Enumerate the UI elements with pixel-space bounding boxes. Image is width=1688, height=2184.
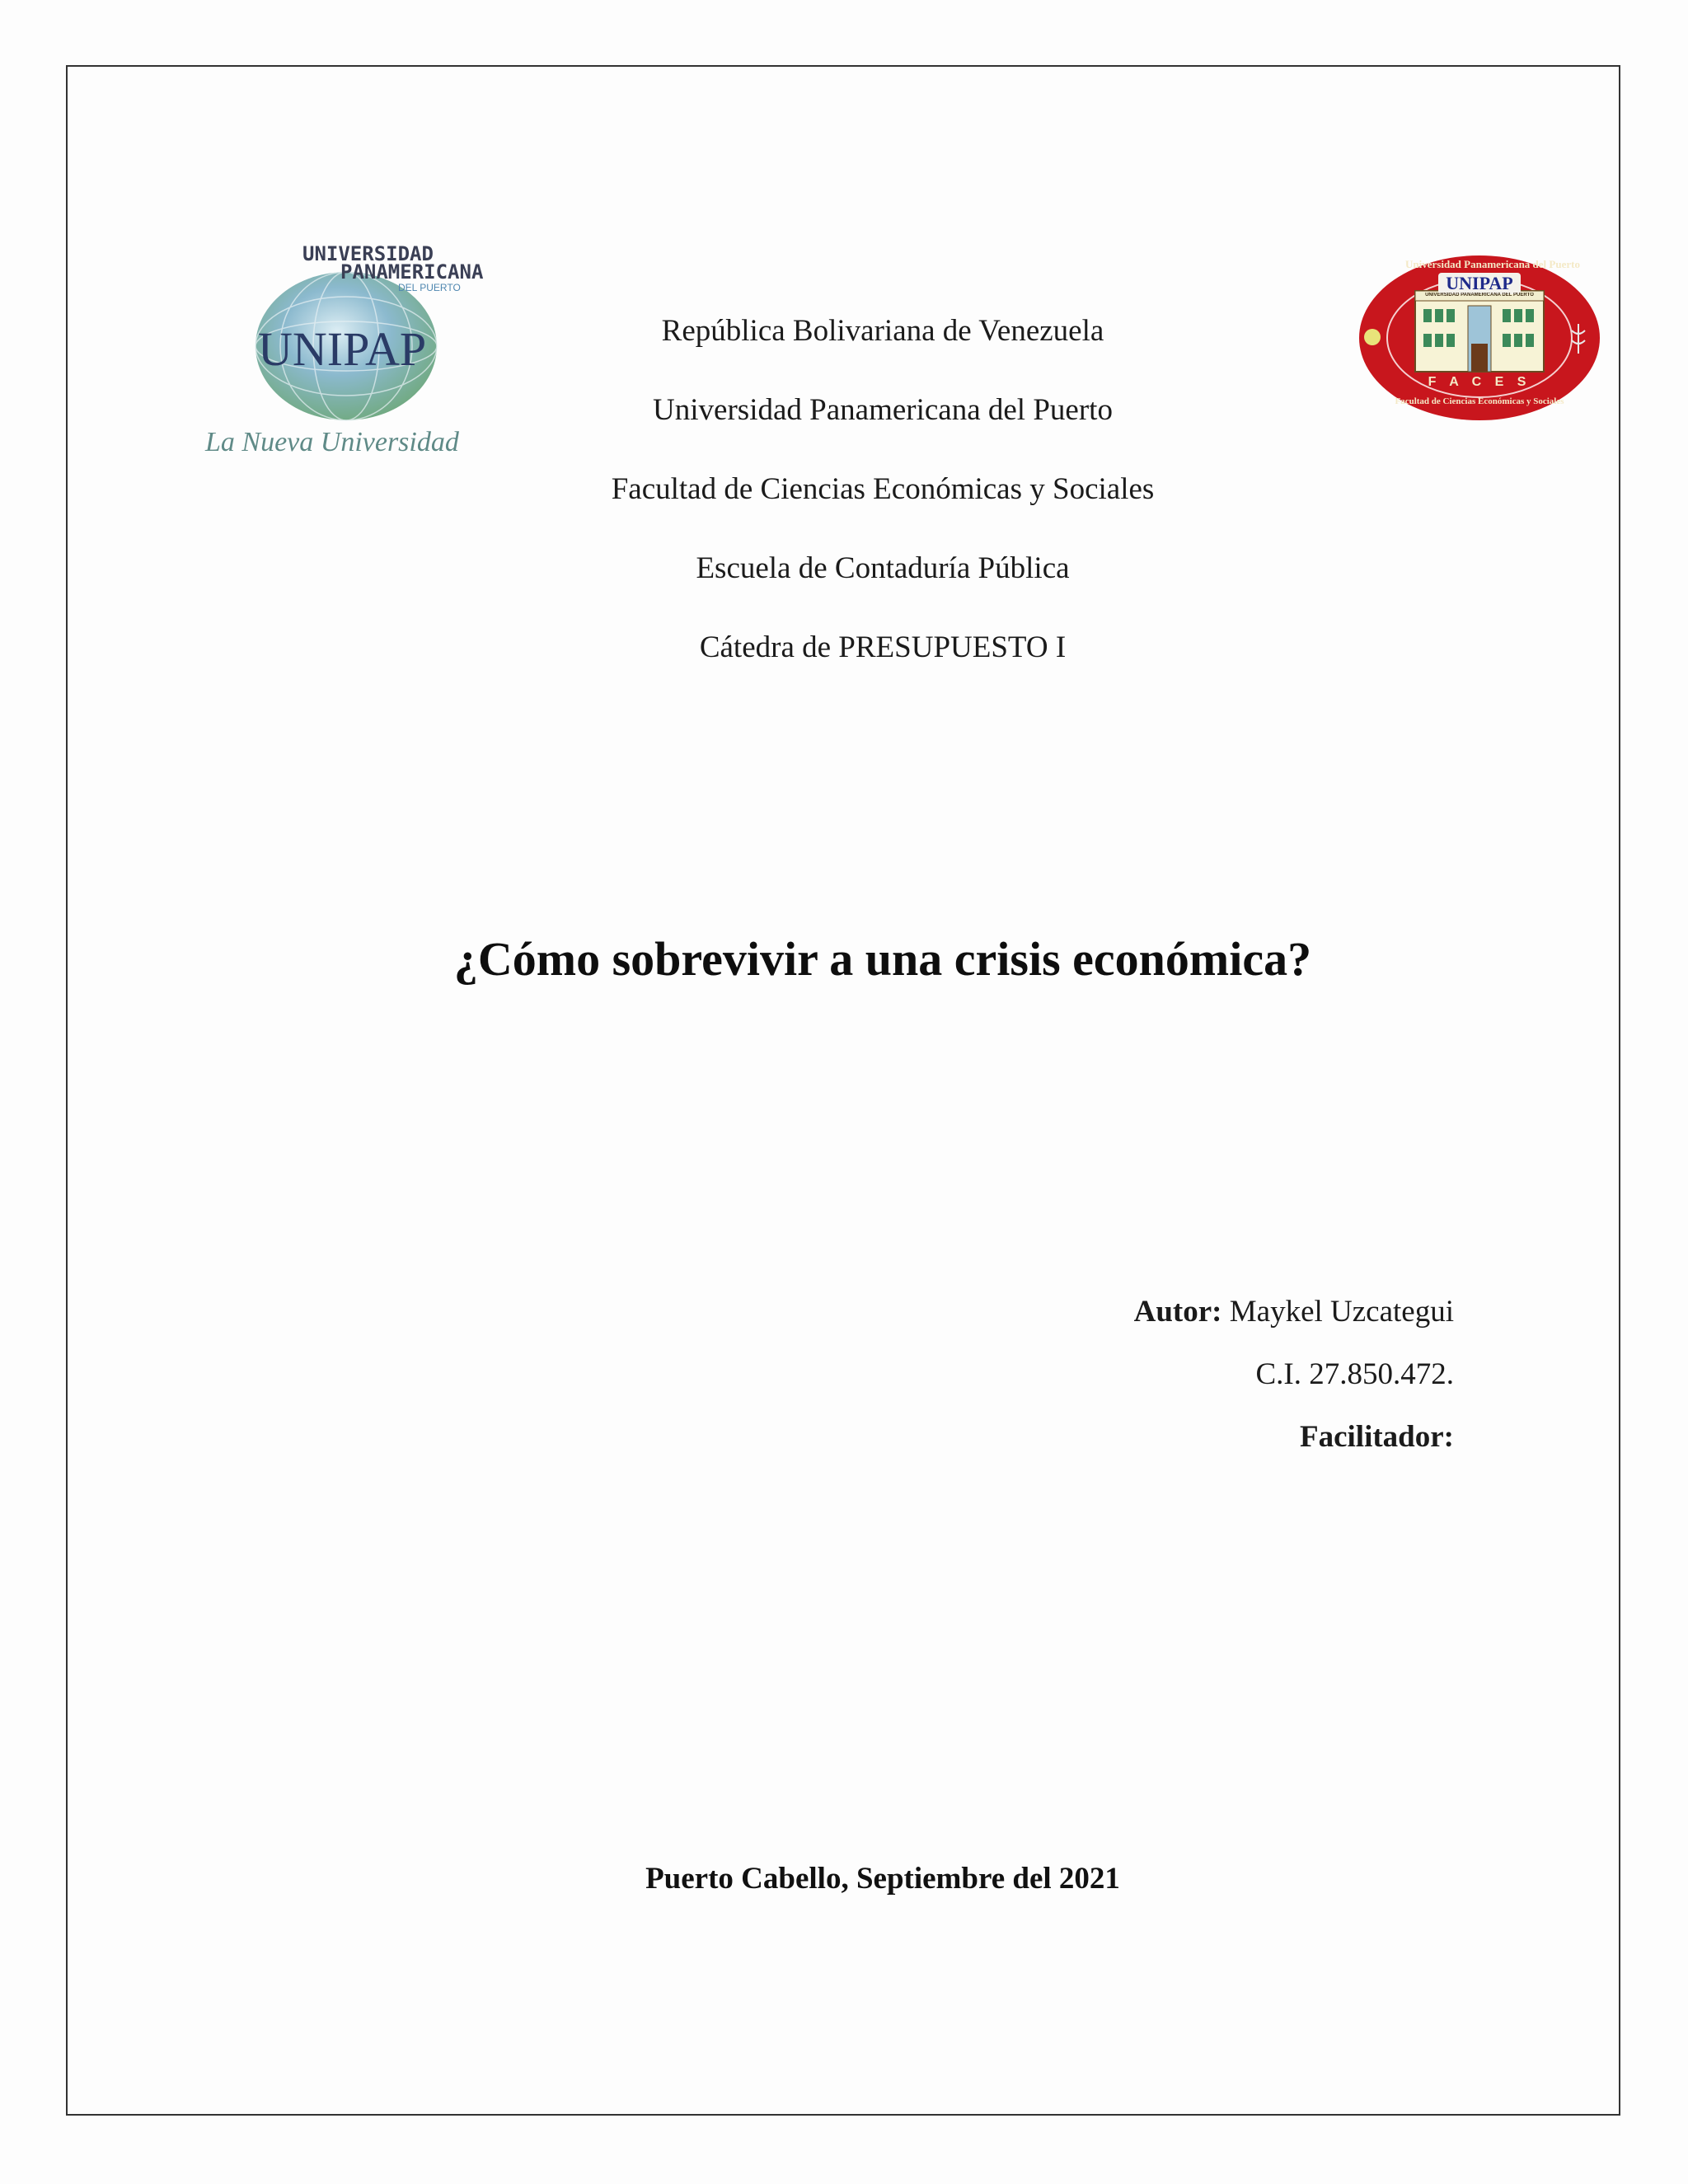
author-name: Maykel Uzcategui — [1229, 1295, 1454, 1329]
logo-emblem: UNIPAP — [258, 322, 427, 376]
author-ci: C.I. 27.850.472. — [1255, 1357, 1454, 1391]
logo-line3: DEL PUERTO — [398, 282, 461, 293]
seal-ring-bottom: Facultad de Ciencias Económicas y Sociales — [1395, 396, 1564, 406]
document-title: ¿Cómo sobrevivir a una crisis económica? — [453, 932, 1312, 986]
logo-line1: UNIVERSIDAD — [302, 242, 434, 265]
unipap-logo — [202, 239, 515, 470]
header-school: Escuela de Contaduría Pública — [696, 551, 1070, 585]
seal-ring-top: Universidad Panamericana del Puerto — [1405, 258, 1580, 270]
header-university: Universidad Panamericana del Puerto — [653, 393, 1113, 427]
header-republic: República Bolivariana de Venezuela — [661, 314, 1104, 348]
facilitator-label: Facilitador: — [1299, 1420, 1454, 1454]
seal-badge: UNIPAP — [1438, 273, 1521, 294]
author-line — [1134, 1294, 1454, 1329]
header-faculty: Facultad de Ciencias Económicas y Sociales — [611, 472, 1155, 506]
logo-line2: PANAMERICANA — [340, 260, 484, 284]
place-date: Puerto Cabello, Septiembre del 2021 — [645, 1862, 1120, 1896]
author-label: Autor: — [1133, 1295, 1222, 1329]
seal-faculty: F A C E S — [1428, 375, 1531, 389]
header-course: Cátedra de PRESUPUESTO I — [699, 630, 1067, 664]
logo-tagline: La Nueva Universidad — [205, 427, 459, 457]
seal-building-sign: UNIVERSIDAD PANAMERICANA DEL PUERTO — [1425, 293, 1534, 298]
